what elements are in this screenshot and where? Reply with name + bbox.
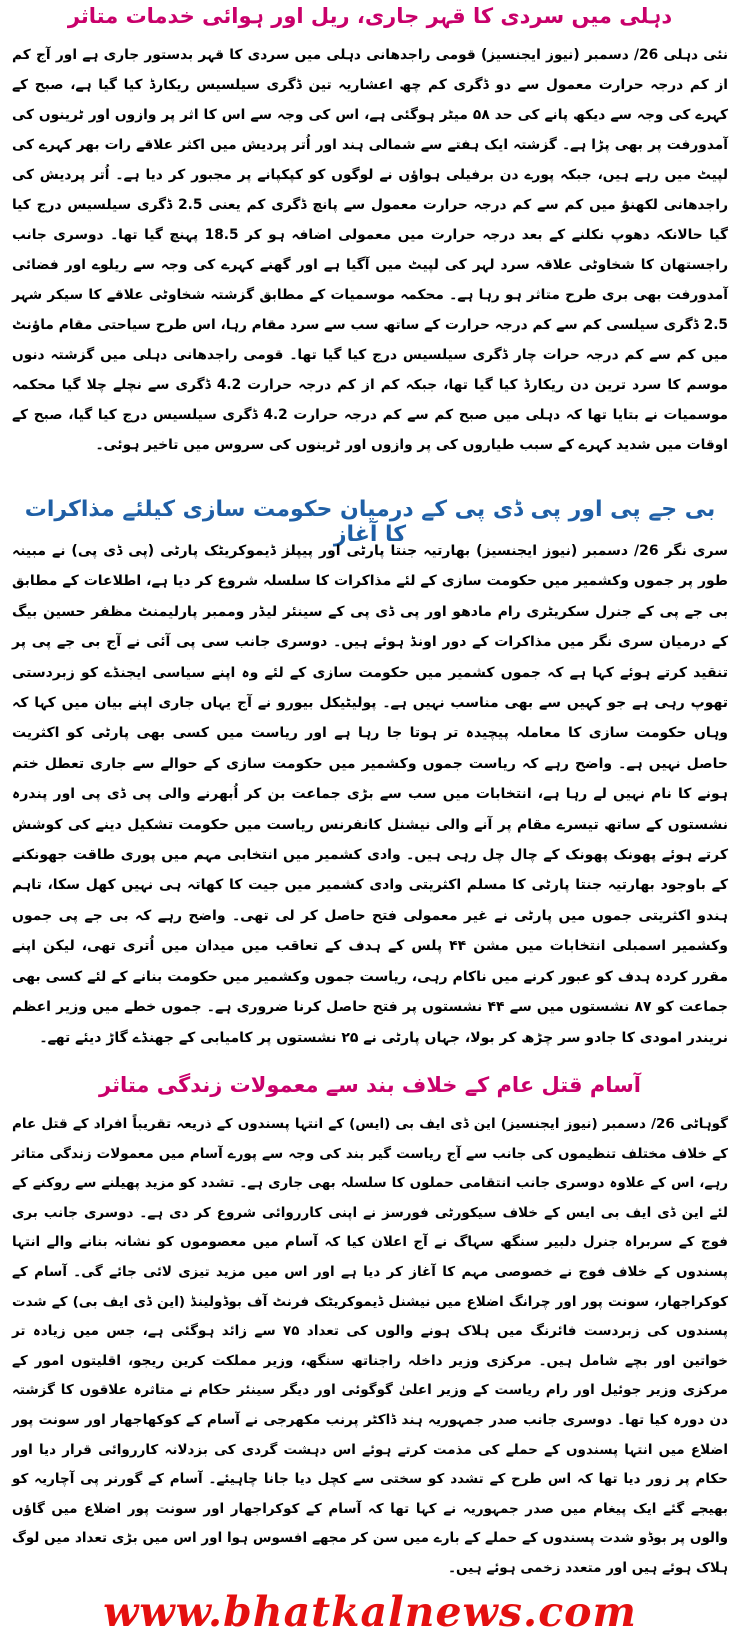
- headline-bjp-pdp-talks: بی جے پی اور پی ڈی پی کے درمیان حکومت سازی کیلئے مذاکرات کا آغاز: [24, 497, 716, 547]
- article-body-delhi-cold: نئی دہلی 26/ دسمبر (نیوز ایجنسیز) قومی راجدھانی دہلی میں سردی کا قہر بدستور جاری ہے اور آج کم از کم درجہ حرارت معمول سے دو ڈگری کم چھ اعشاریہ تین ڈگری سیلسیس ریکارڈ کیا گیا ہے، صبح کے کہرے کی وجہ سے دیکھ پانے کی حد ۵۸ میٹر ہوگئی ہے، اس کی وجہ سے اس کا اثر پر وازوں اور ٹرینوں کی آمدورفت پر بھی پڑا ہے۔ گزشتہ ایک ہفتے سے شمالی ہند اور اُتر پردیش میں اکثر علاقے رات بھر کہرے کی لپیٹ میں رہے ہیں، جبکہ پورے دن برفیلی ہواؤں نے لوگوں کو کپکپانے پر مجبور کر دیا ہے۔ اُتر پردیش کی راجدھانی لکھنؤ میں کم سے کم درجہ حرارت معمول سے پانچ ڈگری کم یعنی 2.5 ڈگری سیلسیس درج کیا گیا حالانکہ دھوپ نکلنے کے بعد درجہ حرارت میں معمولی اضافہ ہو کر 18.5 پہنچ گیا تھا۔ دوسری جانب راجستھان کا شخاوٹی علاقہ سرد لہر کی لپیٹ میں آگیا ہے اور گھنے کہرے کی وجہ سے ریلوے اور فضائی آمدورفت بھی بری طرح متاثر ہو رہا ہے۔ محکمہ موسمیات کے مطابق گزشتہ شخاوٹی علاقے کا سیکر شہر 2.5 ڈگری سیلسی کم سے کم درجہ حرارت کے ساتھ سب سے سرد مقام رہا، اس طرح سیاحتی مقام ماؤنٹ میں کم سے کم درجہ حرات چار ڈگری سیلسیس درج کیا گیا تھا۔ قومی راجدھانی دہلی میں گزشتہ دنوں موسم کا سرد ترین دن ریکارڈ کیا گیا تھا، جبکہ کم از کم درجہ حرارت 4.2 ڈگری سے نچلے چلا گیا محکمہ موسمیات نے بتایا تھا کہ دہلی میں صبح کم سے کم درجہ حرارت 4.2 ڈگری سیلسیس درج کیا گیا، صبح کے اوقات میں شدید کہرے کے سبب طیاروں کی پر وازوں اور ٹرینوں کی سروس میں تاخیر ہوئی۔: [12, 47, 729, 453]
- website-footer-link[interactable]: www.bhatkalnews.com: [103, 1588, 637, 1636]
- headline-delhi-cold: دہلی میں سردی کا قہر جاری، ریل اور ہوائی خدمات متاثر: [67, 4, 673, 28]
- article-body-assam-bandh: گوہاٹی 26/ دسمبر (نیوز ایجنسیز) این ڈی ایف بی (ایس) کے انتہا پسندوں کے ذریعہ تقریباً افراد کے قتل عام کے خلاف مختلف تنظیموں کی جانب سے آج ریاست گیر بند کی وجہ سے پورے آسام میں معمولات زندگی متاثر رہے، اس کے علاوہ دوسری جانب انتقامی حملوں کا سلسلہ بھی جاری ہے۔ تشدد کو مزید پھیلنے سے روکنے کے لئے این ڈی ایف بی ایس کے خلاف سیکورٹی فورسز نے اپنی کارروائی شروع کر دی ہے۔ دوسری جانب بری فوج کے سربراہ جنرل دلبیر سنگھ سہاگ نے آج اعلان کیا کہ آسام میں معصوموں کو نشانہ بنانے والے انتہا پسندوں کے خلاف فوج نے خصوصی مہم کا آغاز کر دیا ہے اور اس میں مزید تیزی لائی جائے گی۔ آسام کے کوکراجھار، سونت پور اور چرانگ اضلاع میں نیشنل ڈیموکریٹک فرنٹ آف بوڈولینڈ (این ڈی ایف بی) کے شدت پسندوں کی زبردست فائرنگ میں ہلاک ہونے والوں کی تعداد ۷۵ سے زائد ہوگئی ہے، جس میں زیادہ تر خواتین اور بچے شامل ہیں۔ مرکزی وزیر داخلہ راجناتھ سنگھ، وزیر مملکت کرین ریجو، اقلیتوں امور کے مرکزی وزیر جوئیل اور رام ریاست کے وزیر اعلیٰ گوگوئی اور دیگر سینئر حکام نے متاثرہ علاقوں کا گزشتہ دن دورہ کیا تھا۔ دوسری جانب صدر جمہوریہ ہند ڈاکٹر پرنب مکھرجی نے آسام کے کوکھاجھار اور سونت پور اضلاع میں انتہا پسندوں کے حملے کی مذمت کرتے ہوئے اس دہشت گردی کی بزدلانہ کارروائی قرار دیا اور حکام پر زور دیا تھا کہ اس طرح کے تشدد کو سختی سے کچل دیا جانا چاہیئے۔ آسام کے گورنر پی آچاریہ کو بھیجے گئے ایک پیغام میں صدر جمہوریہ نے کہا تھا کہ آسام کے کوکراجھار اور سونت پور اضلاع میں گاؤں والوں پر بوڈو شدت پسندوں کے حملے کے بارے میں سن کر مجھے افسوس ہوا اور اس میں بڑی تعداد میں لوگ ہلاک ہوئے ہیں اور متعدد زخمی ہوئے ہیں۔: [12, 1116, 728, 1576]
- headline-assam-bandh: آسام قتل عام کے خلاف بند سے معمولات زندگی متاثر: [99, 1073, 641, 1097]
- article-body-bjp-pdp-talks: سری نگر 26/ دسمبر (نیوز ایجنسیز) بھارتیہ جنتا پارٹی اور پیپلز ڈیموکریٹک پارٹی (پی ڈی پی) نے مبینہ طور پر جموں وکشمیر میں حکومت سازی کے لئے مذاکرات کا سلسلہ شروع کر دیا ہے، اطلاعات کے مطابق بی جے پی کے جنرل سکریٹری رام مادھو اور پی ڈی پی کے سینئر لیڈر وممبر پارلیمنٹ مظفر حسین بیگ کے درمیان سری نگر میں مذاکرات کے دور اونڈ ہوئے ہیں۔ دوسری جانب سی پی آئی نے آج بی جے پی پر تنقید کرتے ہوئے کہا ہے کہ جموں کشمیر میں حکومت سازی کے لئے وہ اپنے سیاسی ایجنڈے کو زبردستی تھوپ رہی ہے جو کہیں سے بھی مناسب نہیں ہے۔ پولیٹیکل بیورو نے آج یہاں جاری اپنے بیان میں کہا کہ وہاں حکومت سازی کا معاملہ پیچیدہ تر ہوتا جا رہا ہے اور ریاست میں کسی بھی پارٹی کو اکثریت حاصل نہیں ہے۔ واضح رہے کہ ریاست جموں وکشمیر میں حکومت سازی کے حوالے سے جاری تعطل ختم ہونے کا نام نہیں لے رہا ہے، انتخابات میں سب سے بڑی جماعت بن کر اُبھرنے والی پی ڈی پی اور پندرہ نشستوں کے ساتھ تیسرے مقام پر آنے والی نیشنل کانفرنس ریاست میں حکومت تشکیل دینے کی کوشش کرتے ہوئے پھونک پھونک کے چال چل رہی ہیں۔ وادی کشمیر میں انتخابی مہم میں پوری طاقت جھونکنے کے باوجود بھارتیہ جنتا پارٹی کا مسلم اکثریتی وادی کشمیر میں جیت کا کھاتہ ہی نہیں کھل سکا، تاہم ہندو اکثریتی جموں میں پارٹی نے غیر معمولی فتح حاصل کر لی تھی۔ واضح رہے کہ بی جے پی جموں وکشمیر اسمبلی انتخابات میں مشن ۴۴ پلس کے ہدف کے تعاقب میں میدان میں اُتری تھی، لیکن اپنے مقرر کردہ ہدف کو عبور کرنے میں ناکام رہی، ریاست جموں وکشمیر میں حکومت بنانے کے لئے کسی بھی جماعت کو ۸۷ نشستوں میں سے ۴۴ نشستوں پر فتح حاصل کرنا ضروری ہے۔ جموں خطے میں وزیر اعظم نریندر امودی کا جادو سر چڑھ کر بولا، جہاں پارٹی نے ۲۵ نشستوں پر کامیابی کے جھنڈے گاڑ دیئے تھے۔: [12, 543, 728, 1046]
